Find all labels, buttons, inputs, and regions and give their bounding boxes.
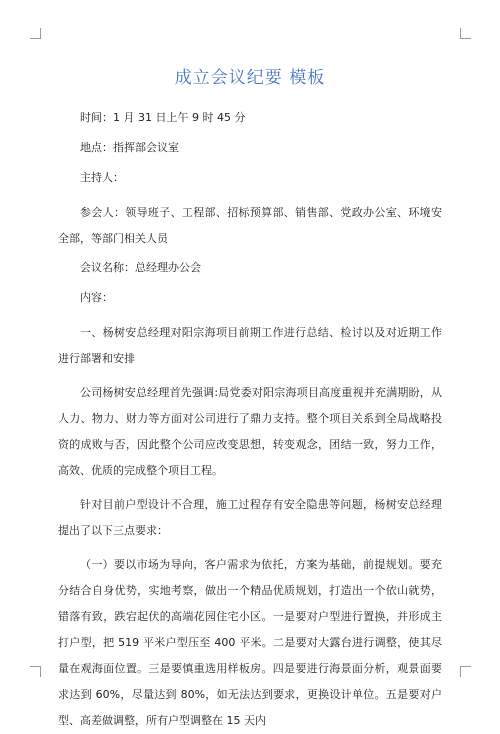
meeting-time: 时间：1 月 31 日上午 9 时 45 分 (80, 111, 246, 124)
page-corner-mark-bottom-left (30, 666, 41, 677)
paragraph-requirement-1: （一）要以市场为导向，客户需求为依托，方案为基础，前提规划。要充分结合自身优势，实地考察，做出一个精品优质规划，打造出一个依山就势，错落有致，跌宕起伏的高端花园住宅小区。一是要对户型进行置换，并形成主打户型，把 519 平米户型压至 400 平米。二是要对大露台进行调整，使其尽量在观海面位置。三是要慎重选用样板房。四是要进行海景面分析，观景面要求达到 60%，尽量达到 80%，如无法达到要求，更换设计单位。五是要对户型、高差做调整，所有户型调整在 15 天内 (58, 558, 442, 727)
page-corner-mark-top-right (460, 28, 471, 39)
meeting-location: 地点：指挥部会议室 (80, 141, 179, 154)
page-corner-mark-bottom-right (460, 666, 471, 677)
document-title: 成立会议纪要 模板 (174, 68, 326, 88)
section-heading-1: 一、杨树安总经理对阳宗海项目前期工作进行总结、检讨以及对近期工作进行部署和安排 (58, 326, 442, 365)
meeting-content-label: 内容： (80, 291, 113, 304)
document-page (58, 58, 442, 734)
paragraph-opening-remarks: 公司杨树安总经理首先强调:局党委对阳宗海项目高度重视并充满期盼，从人力、物力、财力等方面对公司进行了鼎力支持。整个项目关系到全局战略投资的成败与否，因此整个公司应改变思想，转变观念，团结一致，努力工作，高效、优质的完成整个项目工程。 (58, 386, 442, 477)
meeting-attendees: 参会人：领导班子、工程部、招标预算部、销售部、党政办公室、环境安全部，等部门相关人员 (58, 206, 442, 245)
meeting-host: 主持人： (80, 171, 124, 184)
meeting-name: 会议名称：总经理办公会 (80, 261, 201, 274)
page-corner-mark-top-left (30, 28, 41, 39)
paragraph-issues: 针对目前户型设计不合理，施工过程存有安全隐患等问题，杨树安总经理提出了以下三点要求： (58, 498, 442, 537)
